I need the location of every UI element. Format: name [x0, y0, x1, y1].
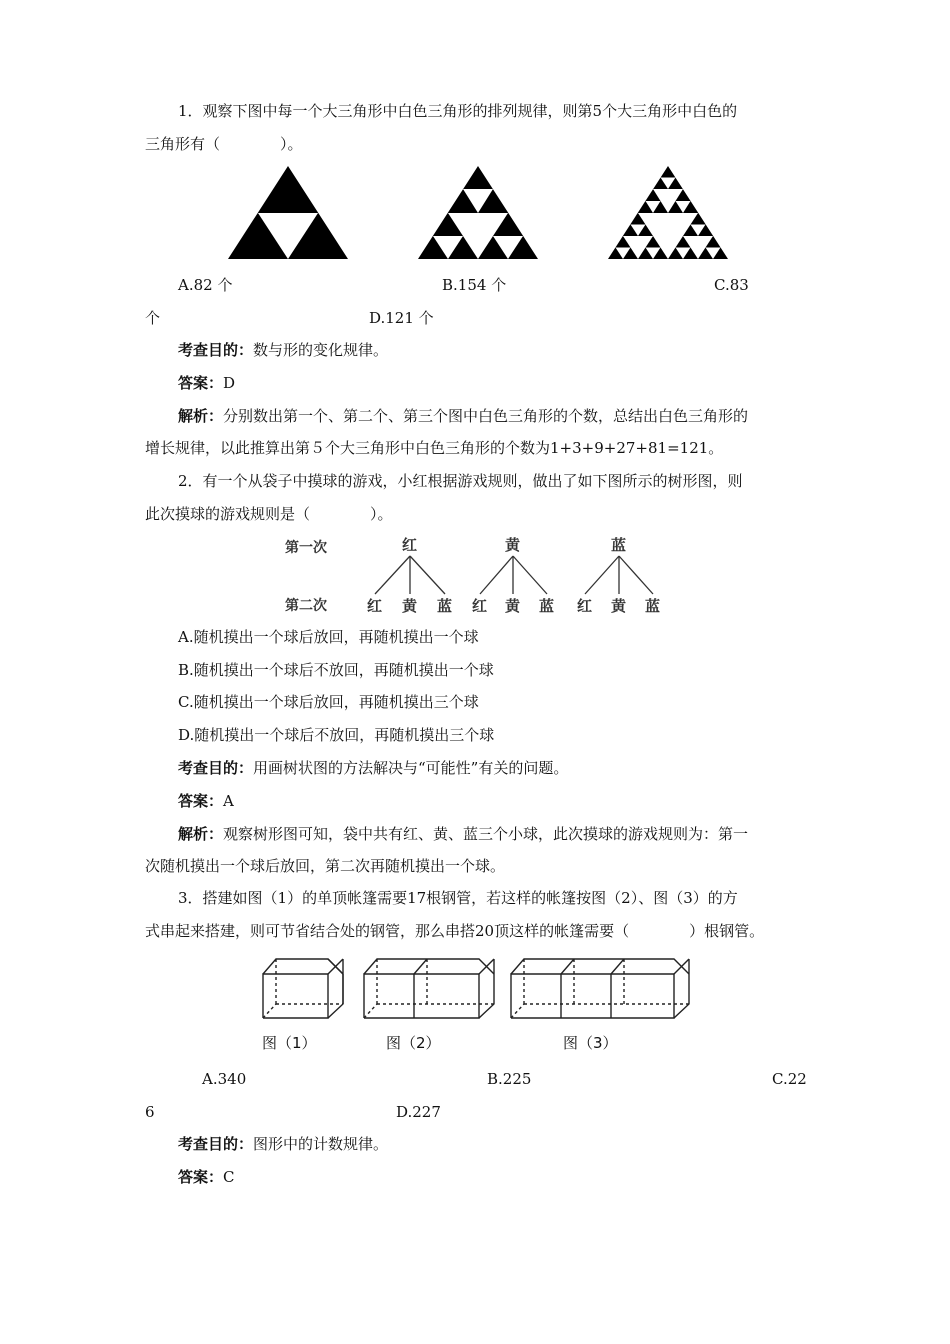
q1-option-c: C.83: [714, 276, 749, 294]
q3-option-b: B.225: [487, 1070, 532, 1088]
q3-option-c: C.22: [772, 1070, 807, 1088]
q3-fig-label-3: 图（3）: [563, 1034, 618, 1052]
purpose-text: 图形中的计数规律。: [253, 1135, 389, 1153]
tent-figure-2: [364, 959, 494, 1018]
analysis-text: 观察树形图可知，袋中共有红、黄、蓝三个小球，此次摸球的游戏规则为：第一: [223, 825, 749, 843]
purpose-text: 数与形的变化规律。: [253, 341, 389, 359]
triangle-figure-1: [228, 166, 348, 259]
q2-analysis-line1: [178, 824, 748, 844]
q2-answer: [178, 791, 234, 811]
tree-second-blue-3: 蓝: [645, 597, 661, 615]
q1-triangle-figures: [220, 162, 740, 262]
tree-first-red: 红: [402, 536, 418, 554]
q3-tent-figures: [258, 952, 698, 1022]
q1-purpose: [178, 340, 388, 360]
tree-first-yellow: 黄: [505, 536, 521, 554]
q3-purpose: [178, 1134, 388, 1154]
q3-answer: [178, 1167, 235, 1187]
answer-label: 答案：: [178, 1168, 224, 1186]
q3-fig-label-2: 图（2）: [386, 1034, 441, 1052]
tent-figure-1: [263, 959, 343, 1018]
q3-option-a: A.340: [202, 1070, 247, 1088]
answer-text: D: [223, 374, 236, 392]
q2-stem-line1: 2．有一个从袋子中摸球的游戏，小红根据游戏规则，做出了如下图所示的树形图，则: [178, 472, 743, 490]
q2-tree-diagram: [285, 532, 665, 617]
analysis-label: 解析：: [178, 825, 224, 843]
tent-figure-3: [511, 959, 689, 1018]
q3-option-d: D.227: [396, 1103, 441, 1121]
q2-stem-line2: 此次摸球的游戏规则是（ ）。: [145, 505, 393, 523]
q2-analysis-line2: 次随机摸出一个球后放回，第二次再随机摸出一个球。: [145, 857, 506, 875]
q3-stem-line2: 式串起来搭建，则可节省结合处的钢管，那么串搭20顶这样的帐篷需要（ ）根钢管。: [145, 922, 765, 940]
tree-second-blue-1: 蓝: [437, 597, 453, 615]
answer-label: 答案：: [178, 374, 224, 392]
tree-second-yellow-1: 黄: [402, 597, 418, 615]
triangle-figure-2: [418, 166, 538, 259]
q2-option-d: D.随机摸出一个球后不放回，再随机摸出三个球: [178, 726, 495, 744]
q3-stem-line1: 3．搭建如图（1）的单顶帐篷需要17根钢管，若这样的帐篷按图（2）、图（3）的方: [178, 889, 738, 907]
tree-second-yellow-3: 黄: [611, 597, 627, 615]
tree-row1-label: 第一次: [285, 540, 327, 556]
q1-option-d: D.121 个: [369, 309, 434, 327]
q2-option-a: A.随机摸出一个球后放回，再随机摸出一个球: [178, 628, 479, 646]
q1-stem-line1: 1．观察下图中每一个大三角形中白色三角形的排列规律，则第5个大三角形中白色的: [178, 102, 738, 120]
q2-option-b: B.随机摸出一个球后不放回，再随机摸出一个球: [178, 661, 494, 679]
tree-second-yellow-2: 黄: [505, 597, 521, 615]
answer-text: C: [223, 1168, 235, 1186]
q1-analysis-line2: 增长规律，以此推算出第５个大三角形中白色三角形的个数为1+3+9+27+81=121。: [145, 439, 724, 457]
q3-fig-label-1: 图（1）: [262, 1034, 317, 1052]
q1-option-b: B.154 个: [442, 276, 507, 294]
analysis-text: 分别数出第一个、第二个、第三个图中白色三角形的个数，总结出白色三角形的: [223, 407, 749, 425]
q1-answer: [178, 373, 235, 393]
q3-option-c-wrap: 6: [145, 1103, 155, 1121]
tree-row2-label: 第二次: [285, 598, 327, 614]
answer-label: 答案：: [178, 792, 224, 810]
answer-text: A: [223, 792, 234, 810]
q1-option-a: A.82 个: [178, 276, 233, 294]
purpose-label: 考查目的：: [178, 1135, 254, 1153]
tree-second-red-2: 红: [472, 597, 488, 615]
q1-option-c-wrap: 个: [145, 309, 161, 327]
tree-first-blue: 蓝: [611, 536, 627, 554]
purpose-text: 用画树状图的方法解决与“可能性”有关的问题。: [253, 759, 569, 777]
tree-second-blue-2: 蓝: [539, 597, 555, 615]
purpose-label: 考查目的：: [178, 759, 254, 777]
triangle-figure-3: [608, 166, 728, 259]
tree-second-red-3: 红: [577, 597, 593, 615]
tree-second-red-1: 红: [367, 597, 383, 615]
analysis-label: 解析：: [178, 407, 224, 425]
q2-purpose: [178, 758, 568, 778]
q2-option-c: C.随机摸出一个球后放回，再随机摸出三个球: [178, 693, 479, 711]
q1-stem-line2: 三角形有（ ）。: [145, 135, 303, 153]
q1-analysis-line1: [178, 406, 748, 426]
purpose-label: 考查目的：: [178, 341, 254, 359]
